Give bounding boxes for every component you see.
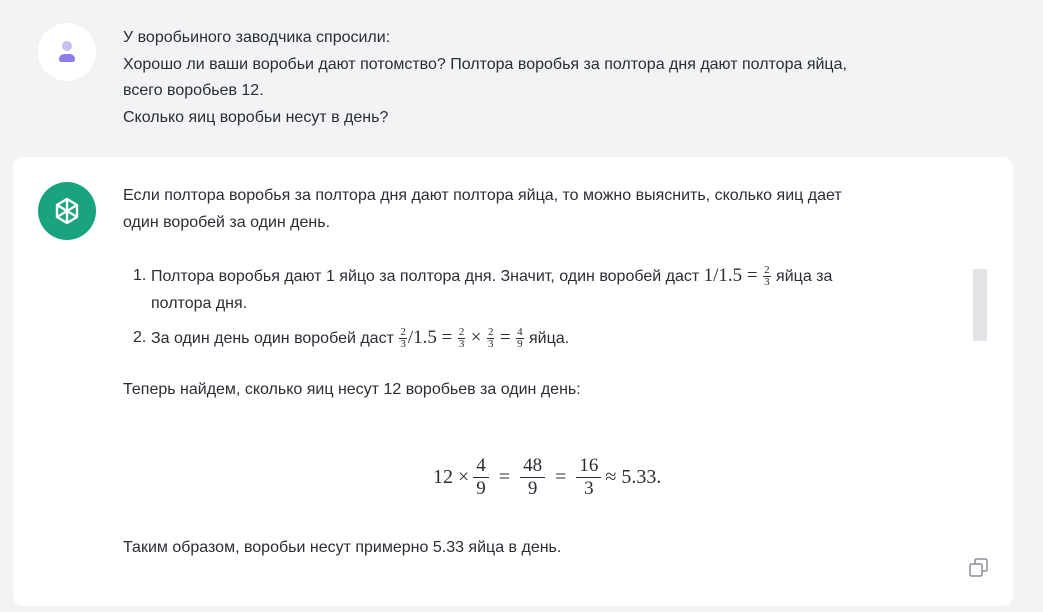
- step-number: 2.: [133, 329, 147, 346]
- fraction: $\frac{2}{3}$: [764, 264, 770, 289]
- equals-sign: =: [555, 466, 567, 489]
- scrollbar-thumb[interactable]: [973, 269, 987, 341]
- eq-tail: ≈ 5.33.: [605, 466, 662, 489]
- fraction: $\frac{4}{9}$: [473, 455, 489, 500]
- user-line: всего воробьев 12.: [123, 82, 264, 99]
- fraction: $\frac{48}{9}$: [520, 455, 545, 500]
- assistant-message-text: [123, 183, 973, 556]
- equals-sign: =: [499, 327, 511, 348]
- now-paragraph: Теперь найдем, сколько яиц несут 12 воробьев за один день:: [123, 381, 581, 398]
- user-line: Хорошо ли ваши воробьи дают потомство? Полтора воробья за полтора дня дают полтора яйца,: [123, 55, 847, 73]
- intro-line: один воробей за один день.: [123, 213, 331, 231]
- final-paragraph: Таким образом, воробьи несут примерно 5.33 яйца в день.: [123, 539, 562, 556]
- user-line: Сколько яиц воробьи несут в день?: [123, 108, 389, 126]
- copy-icon[interactable]: [968, 557, 990, 579]
- user-message-text: [123, 25, 1003, 131]
- step-math: /1.5 =: [407, 327, 453, 348]
- step-math: 1/1.5 =: [703, 265, 758, 286]
- user-avatar: [38, 23, 96, 81]
- intro-line: Если полтора воробья за полтора дня дают полтора яйца, то можно выяснить, сколько яиц дает: [123, 187, 842, 204]
- fraction: $\frac{2}{3}$: [487, 326, 494, 351]
- user-line: У воробьиного заводчика спросили:: [123, 29, 391, 46]
- step-text: яйца.: [529, 330, 570, 347]
- display-equation: [123, 437, 973, 517]
- openai-logo-icon: [51, 195, 83, 227]
- times-sign: ×: [470, 327, 482, 348]
- step-text: полтора дня.: [151, 294, 248, 312]
- step-text: яйца за: [776, 268, 833, 285]
- user-message: [0, 0, 1043, 155]
- step-number: 1.: [133, 267, 147, 284]
- eq-lead: 12 ×: [433, 466, 470, 489]
- step-item: [123, 263, 973, 317]
- fraction: $\frac{2}{3}$: [458, 326, 465, 351]
- fraction: $\frac{4}{9}$: [517, 326, 523, 351]
- steps-list: [123, 263, 973, 353]
- equals-sign: =: [498, 466, 511, 489]
- step-item: [123, 325, 973, 353]
- intro-paragraph: [123, 183, 973, 236]
- fraction: $\frac{2}{3}$: [400, 326, 406, 351]
- step-text: Полтора воробья дают 1 яйцо за полтора дня. Значит, один воробей даст: [151, 268, 700, 285]
- assistant-avatar: [38, 182, 96, 240]
- assistant-message: [13, 157, 1013, 606]
- step-text: За один день один воробей даст: [151, 330, 394, 347]
- fraction: $\frac{16}{3}$: [576, 455, 601, 500]
